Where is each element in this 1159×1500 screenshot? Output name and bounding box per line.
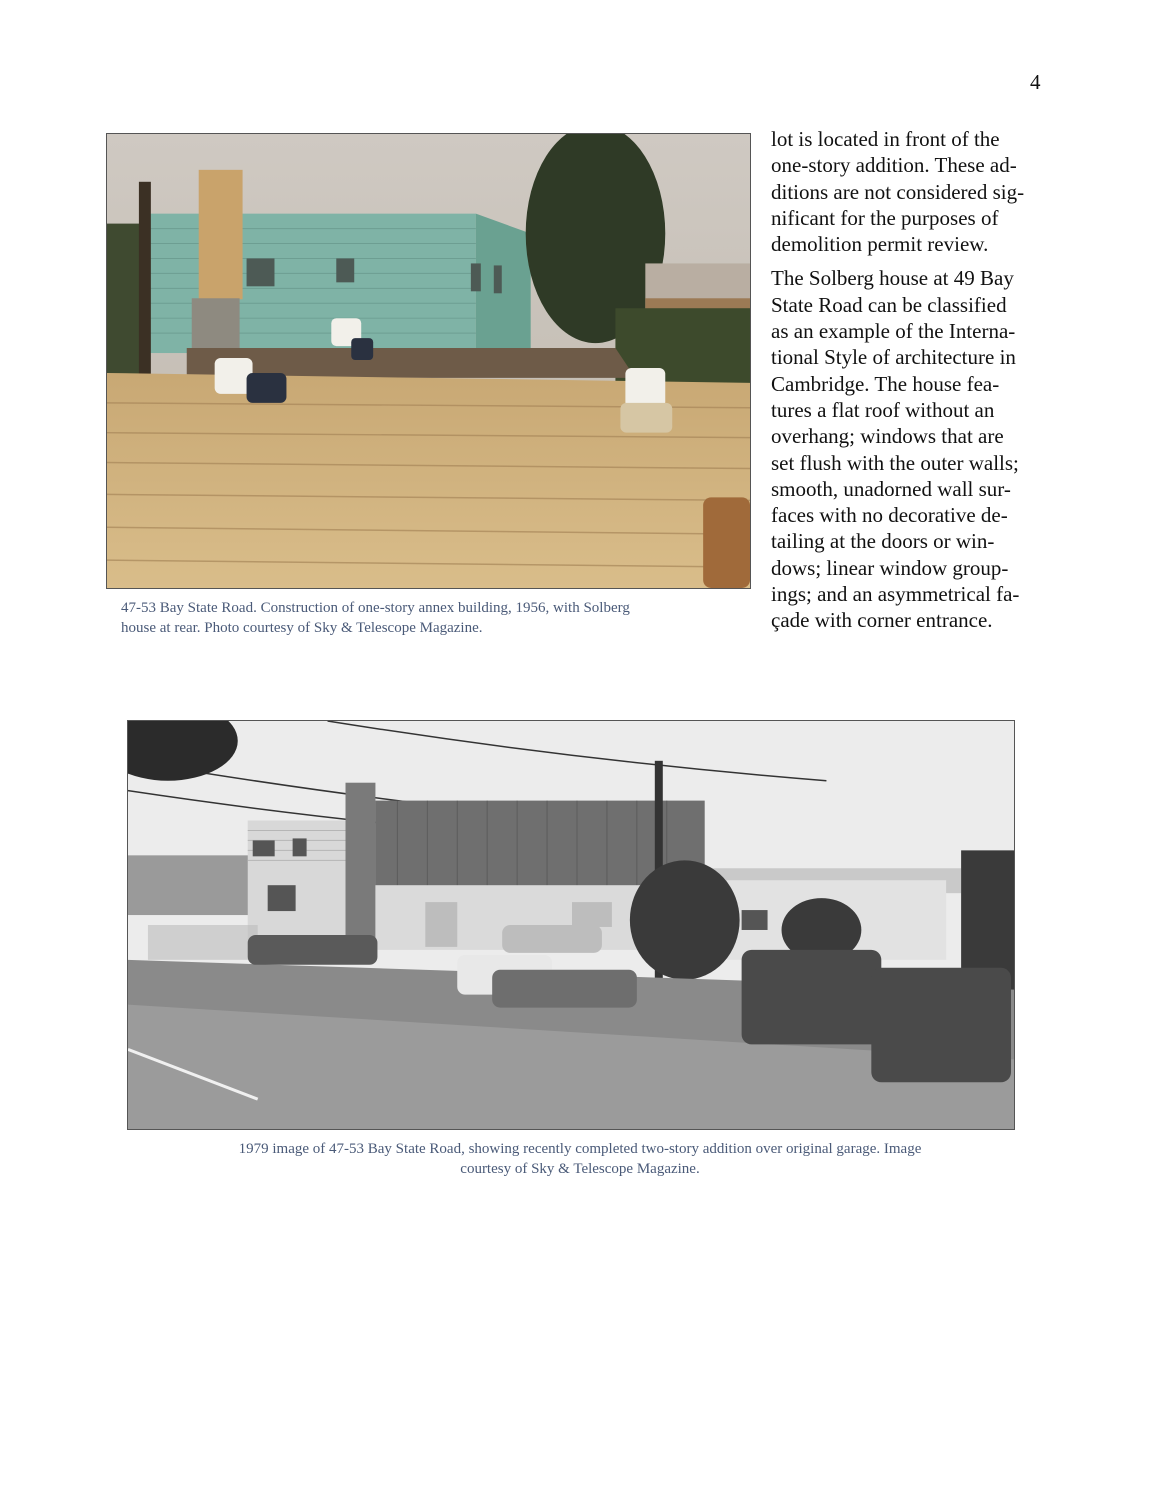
street-view-photo-caption [170, 1139, 990, 1179]
street-view-photo [127, 720, 1015, 1130]
paragraph-solberg-house [771, 265, 1061, 633]
text-line: Cambridge. The house fea- [771, 371, 1000, 396]
text-line: faces with no decorative de- [771, 503, 1008, 528]
construction-photo-illustration [107, 134, 750, 588]
text-line: set flush with the outer walls; [771, 450, 1019, 475]
text-line: State Road can be classified [771, 292, 1007, 317]
body-text-column [771, 126, 1061, 634]
text-line: dows; linear window group- [771, 555, 1009, 580]
text-line: The Solberg house at 49 Bay [771, 266, 1014, 291]
construction-photo-caption [121, 598, 721, 638]
text-line: tailing at the doors or win- [771, 529, 995, 554]
construction-photo [106, 133, 751, 589]
text-line: as an example of the Interna- [771, 319, 1016, 344]
caption-line: 47-53 Bay State Road. Construction of one-story annex building, 1956, with Solberg [121, 600, 630, 616]
page-number: 4 [1030, 70, 1041, 94]
text-line: nificant for the purposes of [771, 205, 999, 230]
text-line: tional Style of architecture in [771, 345, 1016, 370]
street-view-photo-illustration [128, 721, 1014, 1129]
text-line: smooth, unadorned wall sur- [771, 476, 1011, 501]
text-line: çade with corner entrance. [771, 608, 993, 633]
text-line: ditions are not considered sig- [771, 179, 1025, 204]
text-line: one-story addition. These ad- [771, 153, 1017, 178]
text-line: ings; and an asymmetrical fa- [771, 582, 1020, 607]
text-line: demolition permit review. [771, 232, 989, 257]
paragraph-continued [771, 126, 1061, 257]
text-line: overhang; windows that are [771, 424, 1004, 449]
text-line: tures a flat roof without an [771, 397, 995, 422]
caption-line: 1979 image of 47-53 Bay State Road, showing recently completed two-story addition over original garage. Image [238, 1141, 922, 1157]
caption-line: courtesy of Sky & Telescope Magazine. [460, 1161, 700, 1177]
caption-line: house at rear. Photo courtesy of Sky & Telescope Magazine. [121, 620, 483, 636]
text-line: lot is located in front of the [771, 127, 1000, 151]
